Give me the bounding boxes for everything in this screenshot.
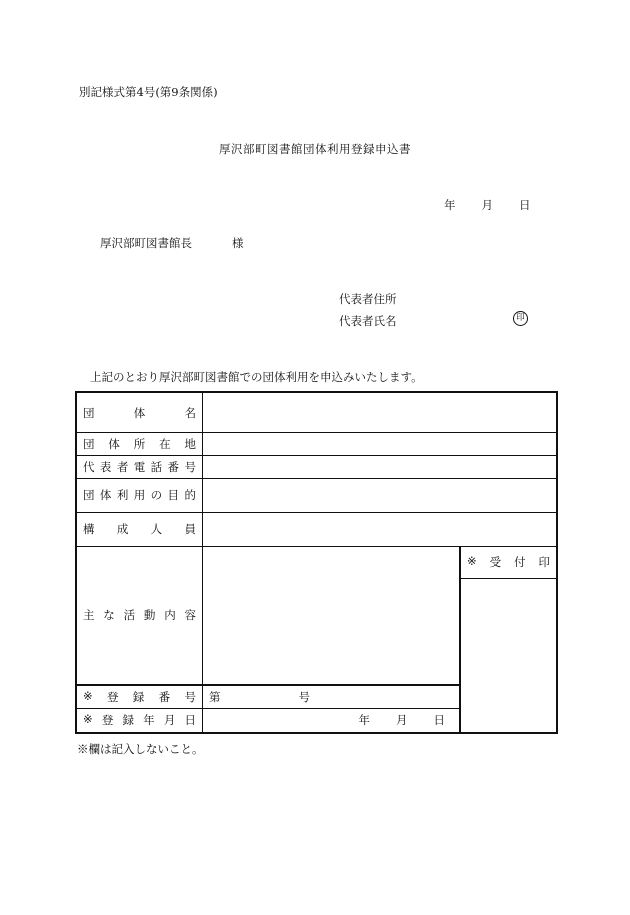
label-group-name: 団 体 名 [83,405,196,420]
document-title: 厚沢部町図書館団体利用登録申込書 [219,142,411,156]
registration-month: 月 [396,713,408,727]
representative-address-label: 代表者住所 [339,292,397,306]
label-representative-phone: 代 表 者 電 話 番 号 [83,459,196,474]
representative-name-label: 代表者氏名 [339,314,397,328]
field-representative-phone[interactable] [203,455,556,478]
application-table [75,391,558,734]
field-members[interactable] [203,512,556,546]
label-receipt-seal: ※ 受 付 印 [467,554,550,569]
addressee-honorific: 様 [232,236,244,250]
field-group-name[interactable] [203,393,556,432]
addressee [100,235,244,251]
form-number: 別記様式第4号(第9条関係) [79,85,218,99]
label-registration-number: ※ 登 録 番 号 [83,688,196,704]
date-day: 日 [519,198,531,212]
date-month: 月 [481,198,493,212]
field-registration-date [203,708,459,732]
field-group-address[interactable] [203,432,556,455]
field-usage-purpose[interactable] [203,478,556,512]
label-usage-purpose: 団 体 利 用 の 目 的 [83,488,196,502]
field-main-activities[interactable] [203,546,459,684]
date-year: 年 [444,198,456,212]
registration-number-prefix: 第 [209,689,221,704]
intro-text: 上記のとおり厚沢部町図書館での団体利用を申込みいたします。 [90,370,423,384]
date-line [444,197,531,213]
field-receipt-seal [461,579,556,732]
label-members: 構 成 人 員 [83,522,196,536]
field-registration-number [203,685,459,708]
registration-year: 年 [358,713,370,727]
seal-mark: 印 [513,311,528,326]
label-registration-date: ※ 登 録 年 月 日 [83,712,196,727]
addressee-name: 厚沢部町図書館長 [100,236,192,250]
registration-number-suffix: 号 [298,689,310,704]
label-group-address: 団 体 所 在 地 [83,436,196,451]
label-main-activities: 主 な 活 動 内 容 [83,608,196,622]
footnote: ※欄は記入しないこと。 [77,742,204,756]
registration-day: 日 [433,713,445,727]
